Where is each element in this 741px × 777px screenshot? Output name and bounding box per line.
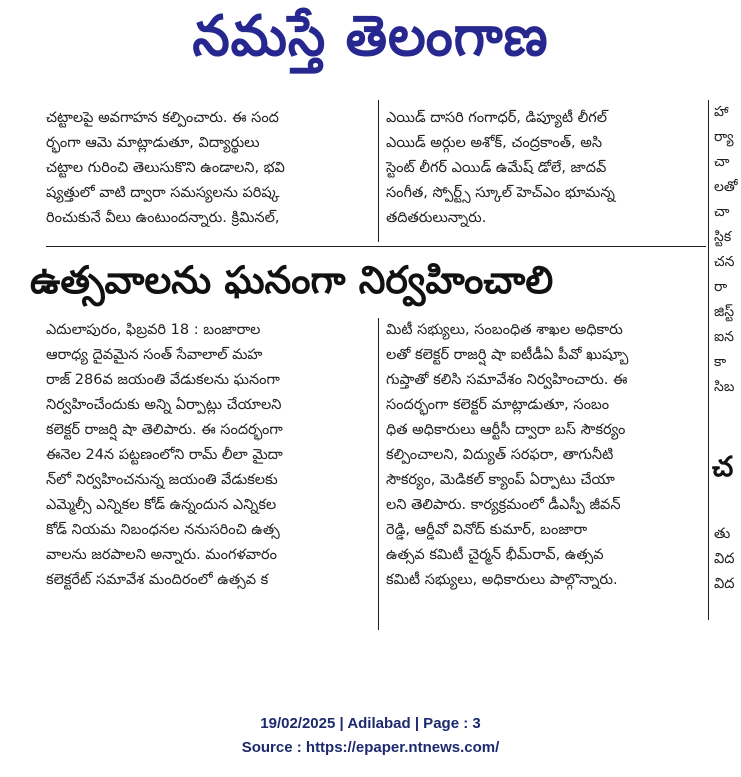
text-line: చట్టాల గురించి తెలుసుకొని ఉండాలని, భవి bbox=[46, 160, 285, 176]
text-line: కలెక్టర్ రాజర్షి షా తెలిపారు. ఈ సందర్భంగా bbox=[46, 422, 283, 438]
text-line: సంగీత, స్పోర్ట్స్ స్కూల్ హెచ్ఎం భూమన్న bbox=[386, 185, 615, 201]
edge-text-fragment: చా bbox=[714, 204, 730, 220]
text-line: ఎయిడ్ అర్గుల అశోక్, చంద్రకాంత్, అసి bbox=[386, 135, 602, 151]
article-headline-box bbox=[30, 248, 690, 322]
edge-text-fragment: లతో bbox=[714, 179, 738, 195]
text-line: తదితరులున్నారు. bbox=[386, 210, 487, 226]
text-line: లతో కలెక్టర్ రాజర్షి షా ఐటీడీఏ పీవో ఖుష్బూ bbox=[386, 347, 629, 363]
top-right-column bbox=[386, 106, 706, 246]
text-line: చట్టాలపై అవగాహన కల్పించారు. ఈ సంద bbox=[46, 110, 279, 126]
edge-column-divider bbox=[708, 100, 709, 620]
text-line: కమిటీ సభ్యులు, అధికారులు పాల్గొన్నారు. bbox=[386, 572, 618, 588]
footer-date-edition: 19/02/2025 | Adilabad | Page : 3 bbox=[260, 715, 481, 732]
article-left-column bbox=[46, 318, 370, 638]
text-line: న్‌లో నిర్వహించనున్న జయంతి వేడుకలకు bbox=[46, 472, 278, 488]
text-line: గుప్తాతో కలిసి సమావేశం నిర్వహించారు. ఈ bbox=[386, 372, 628, 388]
article-right-column bbox=[386, 318, 708, 638]
edge-text-fragment: చన bbox=[714, 254, 735, 270]
edge-text-fragment: కా bbox=[714, 354, 727, 370]
top-left-column bbox=[46, 106, 368, 246]
text-line: ఎయిడ్ దాసరి గంగాధర్, డిప్యూటీ లీగల్ bbox=[386, 110, 608, 126]
edge-text-fragment: సిబ bbox=[714, 379, 735, 395]
text-line: నిర్వహించేందుకు అన్ని ఏర్పాట్లు చేయాలని bbox=[46, 397, 282, 413]
text-line: కోడ్ నియమ నిబంధనల ననుసరించి ఉత్స bbox=[46, 522, 280, 538]
text-line: సౌకర్యం, మెడికల్ క్యాంప్ ఏర్పాటు చేయా bbox=[386, 472, 615, 488]
edge-text-fragment: విద bbox=[714, 551, 735, 567]
text-line: ఉత్సవ కమిటీ చైర్మన్ భీమ్‌రావ్, ఉత్సవ bbox=[386, 547, 604, 563]
text-line: కలెక్టరేట్ సమావేశ మందిరంలో ఉత్సవ క bbox=[46, 572, 269, 588]
text-line: రాజ్ 286వ జయంతి వేడుకలను ఘనంగా bbox=[46, 372, 280, 388]
text-line: ర్భంగా ఆమె మాట్లాడుతూ, విద్యార్థులు bbox=[46, 135, 260, 151]
edge-text-fragment: రా bbox=[714, 279, 728, 295]
newspaper-title: నమస్తే తెలంగాణ bbox=[192, 3, 549, 69]
masthead bbox=[0, 0, 741, 86]
text-line: ఎదులాపురం, ఫిబ్రవరి 18 : బంజారాల bbox=[46, 322, 261, 338]
page-footer bbox=[0, 712, 741, 760]
text-line: ఆరాధ్య దైవమైన సంత్ సేవాలాల్ మహ bbox=[46, 347, 263, 363]
text-line: స్టెంట్ లీగర్ ఎయిడ్ ఉమేష్ డోలే, జాదవ్ bbox=[386, 160, 607, 176]
text-line: ష్యత్తులో వాటి ద్వారా సమస్యలను పరిష్క bbox=[46, 185, 280, 201]
edge-text-fragment: స్టిక bbox=[714, 229, 732, 245]
article-top-rule bbox=[46, 246, 706, 247]
edge-text-fragment: హా bbox=[714, 104, 729, 120]
text-line: లని తెలిపారు. కార్యక్రమంలో డీఎస్పీ జీవన్ bbox=[386, 497, 621, 513]
edge-text-fragment: ఐన bbox=[714, 329, 735, 345]
column-divider-article bbox=[378, 318, 379, 630]
edge-text-fragment: విద bbox=[714, 576, 735, 592]
text-line: ఎమ్మెల్సీ ఎన్నికల కోడ్ ఉన్నందున ఎన్నికల bbox=[46, 497, 277, 513]
edge-fragment-lower bbox=[714, 522, 741, 612]
text-line: వాలను జరపాలని అన్నారు. మంగళవారం bbox=[46, 547, 277, 563]
text-line: ఈనెల 24న పట్టణంలోని రామ్ లీలా మైదా bbox=[46, 447, 283, 463]
edge-fragment-heading: చ bbox=[712, 450, 734, 483]
edge-text-fragment: ర్యా bbox=[714, 129, 734, 145]
text-line: సందర్భంగా కలెక్టర్ మాట్లాడుతూ, సంబం bbox=[386, 397, 610, 413]
text-line: కల్పించాలని, విద్యుత్ సరఫరా, తాగునీటి bbox=[386, 447, 614, 463]
text-line: రించుకునే వీలు ఉంటుందన్నారు. క్రిమినల్, bbox=[46, 210, 280, 226]
article-headline: ఉత్సవాలను ఘనంగా నిర్వహించాలి bbox=[30, 258, 554, 302]
edge-text-fragment: జిస్ట్ bbox=[714, 304, 735, 320]
text-line: మిటీ సభ్యులు, సంబంధిత శాఖల అధికారు bbox=[386, 322, 623, 338]
text-line: రెడ్డి, ఆర్డీవో వినోద్ కుమార్, బంజారా bbox=[386, 522, 588, 538]
edge-text-fragment: చా bbox=[714, 154, 730, 170]
text-line: ధిత అధికారులు ఆర్టీసీ ద్వారా బస్ సౌకర్యం bbox=[386, 422, 626, 438]
column-divider-top bbox=[378, 100, 379, 242]
edge-text-fragment: తు bbox=[714, 526, 731, 542]
footer-source: Source : https://epaper.ntnews.com/ bbox=[241, 739, 500, 756]
